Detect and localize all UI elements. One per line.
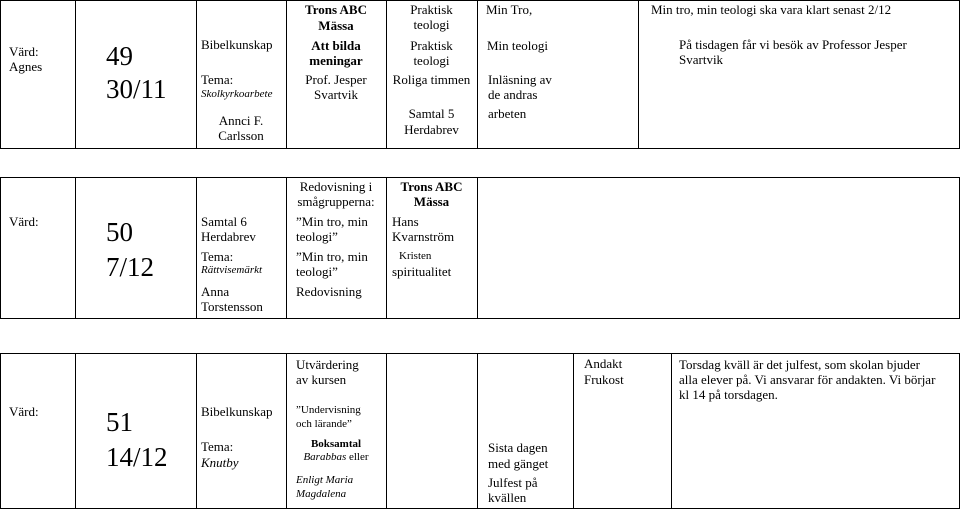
note-line1: Min tro, min teologi ska vara klart senast 2/12 bbox=[651, 2, 892, 17]
party-line2: kvällen bbox=[488, 490, 527, 505]
item1-line1: Praktisk bbox=[410, 2, 453, 17]
item3-line1: Inläsning av bbox=[488, 72, 552, 87]
week-date: 7/12 bbox=[106, 252, 155, 282]
note-line3: Svartvik bbox=[679, 52, 724, 67]
quote1-line2: teologi” bbox=[296, 229, 338, 244]
teacher-line1: Anna bbox=[201, 284, 230, 299]
tema-label: Tema: bbox=[201, 439, 234, 454]
item1-line2: teologi bbox=[413, 17, 450, 32]
presentation-line2: smågrupperna: bbox=[297, 194, 375, 209]
item4: arbeten bbox=[488, 106, 527, 121]
teacher-line2: Carlsson bbox=[218, 128, 264, 143]
book-option2-line1: Enligt Maria bbox=[296, 474, 354, 486]
tema-label: Tema: bbox=[201, 249, 234, 264]
quote2-line1: ”Min tro, min bbox=[296, 249, 368, 264]
book-option1 bbox=[286, 451, 386, 464]
item3-line2: de andras bbox=[488, 87, 538, 102]
week-number: 49 bbox=[106, 41, 133, 71]
tema-label: Tema: bbox=[201, 72, 234, 87]
session-teacher-line2: Svartvik bbox=[313, 87, 359, 102]
week-date: 14/12 bbox=[106, 442, 168, 472]
week-number: 50 bbox=[106, 217, 133, 247]
item2: Min teologi bbox=[487, 38, 549, 53]
session-sub-line2: spiritualitet bbox=[392, 264, 452, 279]
session-title-line2: Mässa bbox=[318, 18, 354, 33]
note-line2: alla elever på. Vi ansvarar för andakten. Vi börjar bbox=[679, 372, 936, 387]
host-label: Värd: bbox=[9, 44, 39, 59]
session-sub-line1: Kristen bbox=[399, 250, 432, 262]
subject: Bibelkunskap bbox=[201, 37, 273, 52]
quote-line1: ”Undervisning bbox=[296, 404, 361, 416]
last-day-line2: med gänget bbox=[488, 456, 549, 471]
book-talk: Boksamtal bbox=[310, 438, 362, 450]
session-title-line2: Mässa bbox=[413, 194, 450, 209]
note-line2: På tisdagen får vi besök av Professor Jesper bbox=[679, 37, 907, 52]
teacher-line1: Annci F. bbox=[218, 113, 264, 128]
host-label: Värd: bbox=[9, 214, 39, 229]
note-line3: kl 14 på torsdagen. bbox=[679, 387, 778, 402]
breakfast: Frukost bbox=[584, 372, 624, 387]
evaluation-line2: av kursen bbox=[296, 372, 347, 387]
evaluation-line1: Utvärdering bbox=[296, 357, 359, 372]
item4-line2: Herdabrev bbox=[404, 122, 459, 137]
devotion: Andakt bbox=[584, 356, 623, 371]
session-teacher-line1: Prof. Jesper bbox=[305, 72, 367, 87]
session-sub-line2: meningar bbox=[309, 53, 363, 68]
note-line1: Torsdag kväll är det julfest, som skolan bjuder bbox=[679, 357, 920, 372]
quote2-line2: teologi” bbox=[296, 264, 338, 279]
tema-value: Rättvisemärkt bbox=[201, 264, 263, 276]
session-title-line1: Trons ABC bbox=[400, 179, 463, 194]
tema-value: Knutby bbox=[201, 455, 239, 470]
presentation-last: Redovisning bbox=[296, 284, 362, 299]
presentation-line1: Redovisning i bbox=[299, 179, 373, 194]
week-number: 51 bbox=[106, 407, 133, 437]
item4-line1: Samtal 5 bbox=[408, 106, 455, 121]
last-day-line1: Sista dagen bbox=[488, 440, 548, 455]
book-or: eller bbox=[346, 451, 369, 463]
session-teacher-line1: Hans bbox=[392, 214, 419, 229]
subject-line2: Herdabrev bbox=[201, 229, 256, 244]
session-sub-line1: Att bilda bbox=[311, 38, 361, 53]
session-title-line1: Trons ABC bbox=[304, 2, 367, 17]
book-option2-line2: Magdalena bbox=[296, 488, 347, 500]
host-label: Värd: bbox=[9, 404, 39, 419]
host-name: Agnes bbox=[9, 59, 43, 74]
item2-line2: teologi bbox=[413, 53, 450, 68]
quote-line2: och lärande” bbox=[296, 418, 352, 430]
teacher-line2: Torstensson bbox=[201, 299, 263, 314]
tema-value: Skolkyrkoarbete bbox=[201, 88, 273, 100]
party-line1: Julfest på bbox=[488, 475, 538, 490]
item3: Roliga timmen bbox=[392, 72, 471, 87]
item2-line1: Praktisk bbox=[410, 38, 453, 53]
item1: Min Tro, bbox=[486, 2, 533, 17]
subject: Bibelkunskap bbox=[201, 404, 273, 419]
book-title-barabbas: Barabbas bbox=[303, 451, 347, 463]
subject-line1: Samtal 6 bbox=[201, 214, 247, 229]
quote1-line1: ”Min tro, min bbox=[296, 214, 368, 229]
session-teacher-line2: Kvarnström bbox=[392, 229, 455, 244]
week-date: 30/11 bbox=[106, 74, 167, 104]
